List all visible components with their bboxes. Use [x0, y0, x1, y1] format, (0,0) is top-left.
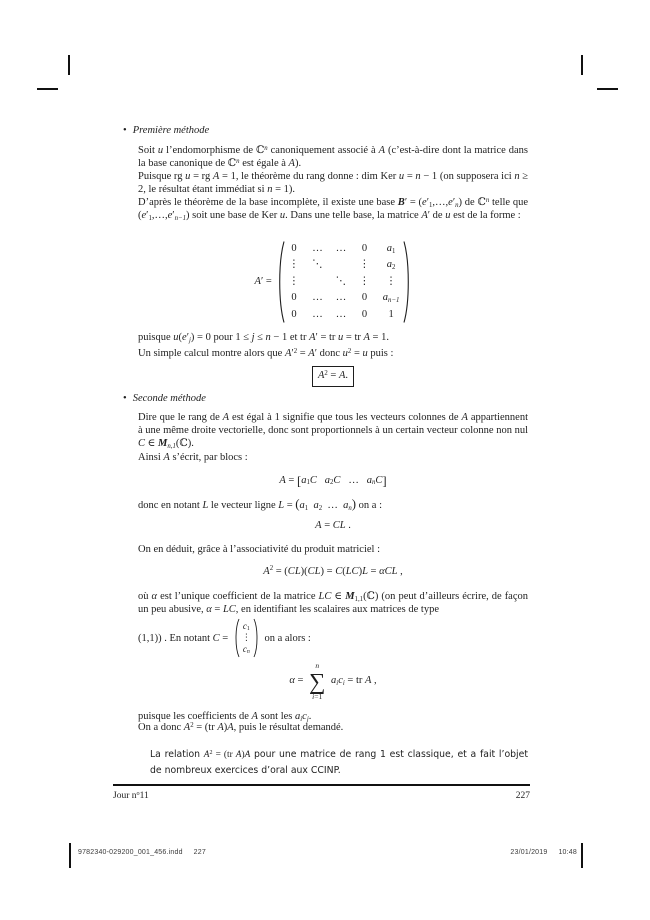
paragraph-conclusion: On a donc $A^2 = (tr$ A)A, puis le résultat demandé. — [138, 721, 344, 733]
crop-mark-top-right-horizontal — [597, 88, 618, 90]
cvec-entry: cn — [242, 643, 250, 656]
matrix-cell: 0 — [361, 242, 368, 254]
crop-mark-top-left-vertical — [68, 55, 70, 75]
bullet-marker: • — [123, 125, 127, 136]
matrix-cell: ⋮ — [288, 275, 300, 287]
printline-date: 23/01/2019 — [510, 849, 548, 856]
sum-equation-display — [138, 658, 528, 704]
boxed-equation-display — [138, 366, 528, 387]
remark-classique-ccinp: La relation $A^2 = (tr$ A)A pour une matrice de rang 1 est classique, et a fait l’objet de nombreux exercices d’oral aux CCINP. — [150, 749, 528, 776]
matrix-grid — [289, 241, 400, 323]
method-title-first: Première méthode — [132, 125, 210, 136]
matrix-cell: 0 — [291, 292, 297, 304]
cvec-entry: ⋮ — [241, 632, 251, 643]
printline-time: 10:48 — [558, 849, 577, 856]
crop-mark-top-right-vertical — [581, 55, 583, 75]
matrix-cell: … — [312, 308, 323, 320]
left-paren-icon — [277, 240, 285, 324]
matrix-cell: a1 — [386, 242, 396, 255]
matrix-display — [138, 240, 528, 324]
paragraph-coefficients: puisque les coefficients de A sont les aicj. — [138, 711, 312, 723]
sum-lhs: α = — [289, 675, 307, 686]
crop-mark-bottom-left-vertical — [69, 843, 71, 868]
cvec-text-before: (1,1)) . En notant C = — [138, 632, 231, 644]
matrix-lhs: A′ = — [254, 276, 272, 287]
matrix-cell: … — [335, 308, 347, 320]
printline-filename: 9782340-029200_001_456.indd — [78, 849, 183, 856]
printline-page: 227 — [193, 849, 206, 856]
column-vector — [234, 618, 259, 658]
bullet-premiere-methode — [123, 124, 528, 137]
matrix-cell: … — [312, 242, 323, 254]
printline-right — [510, 849, 577, 857]
sum-upper-limit: n — [315, 660, 320, 670]
left-paren-icon — [234, 618, 240, 658]
matrix-cell: ⋱ — [312, 259, 323, 271]
paragraph-rang-egal-1: Dire que le rang de A est égal à 1 signifie que tous les vecteurs colonnes de A appartiennent à une même droite vectorielle, donc sont proportionnels à un certain vecteur colonne non nul C ∈ Mn,1(ℂ). — [138, 412, 529, 450]
paragraph-associativite: On en déduit, grâce à l’associativité du produit matriciel : — [138, 544, 381, 555]
matrix-cell: 0 — [291, 242, 297, 254]
matrix-cell: 0 — [361, 308, 368, 320]
sigma-icon: ∑ — [309, 668, 326, 694]
page-footer — [113, 791, 530, 802]
matrix-cell: ⋮ — [288, 259, 300, 271]
paragraph-vecteur-ligne: donc en notant L le vecteur ligne L = (a1 a2 … an) on a : — [138, 497, 382, 512]
matrix-cell: ⋮ — [385, 275, 397, 287]
paragraph-theoreme-du-rang: Puisque rg u = rg A = 1, le théorème du rang donne : dim Ker u = n − 1 (on supposera ici n ≥ 2, le résultat étant immédiat si n = 1). — [138, 171, 529, 195]
matrix-cell: … — [335, 242, 347, 254]
crop-mark-top-left-horizontal — [37, 88, 58, 90]
matrix-cell: … — [335, 292, 347, 304]
footer-rule — [113, 784, 530, 786]
method-title-second: Seconde méthode — [132, 393, 206, 404]
paragraph-base-incomplete: D’après le théorème de la base incomplète, il existe une base B′ = (e′1,…,e′n) de ℂ$^n$ telle que (e′1,…,e′n−1) soit une base de Ker u. Dans une telle base, la matrice A′ de u est de la forme : — [138, 196, 529, 222]
paragraph-simple-calcul: Un simple calcul montre alors que $A'^2 = A'$ donc $u^2 = u$ puis : — [138, 347, 394, 359]
bullet-marker: • — [123, 393, 127, 404]
matrix-cell: ⋮ — [359, 259, 370, 271]
sum-rhs: aici = tr A , — [331, 675, 377, 687]
boxed-equation: $A^2 = A$. — [312, 366, 354, 387]
sum-lower-limit: i=1 — [312, 691, 323, 701]
footer-page-number: 227 — [515, 791, 530, 801]
crop-mark-bottom-right-vertical — [581, 843, 583, 868]
matrix-cell: ⋮ — [359, 275, 370, 287]
matrix-cell: 0 — [361, 292, 368, 304]
paragraph-puisque-trace: puisque u(e′j) = 0 pour 1 ≤ j ≤ n − 1 et tr A′ = tr u = tr A = 1. — [138, 332, 389, 344]
bullet-seconde-methode — [123, 392, 528, 405]
cvec-entry: c1 — [242, 620, 250, 633]
footer-chapter-label: Jour $n^o11$ — [113, 791, 149, 801]
blocks-equation-display: A = [ a 1 C a 2 C … a n C ] — [279, 474, 387, 488]
summation — [309, 662, 325, 701]
matrix-cell: ⋱ — [335, 275, 347, 287]
matrix-cell: 1 — [388, 308, 394, 320]
matrix-cell: a2 — [386, 259, 396, 272]
matrix-cell: … — [312, 292, 323, 304]
paragraph-coefficient-unique: où α est l’unique coefficient de la matrice LC ∈ M1,1(ℂ) (on peut d’ailleurs écrire, de façon un peu abusive, α = LC, en identifiant les scalaires aux matrices de type — [138, 591, 529, 615]
matrix-cell: 0 — [291, 308, 297, 320]
paragraph-ainsi-blocs: Ainsi A s’écrit, par blocs : — [138, 452, 248, 463]
cvec-text-after: on a alors : — [261, 632, 311, 644]
assoc-equation-display: A 2 = ( C L )( C L ) = C ( L C ) L = α C L , — [263, 564, 403, 577]
column-vector-entries — [242, 621, 251, 656]
cl-equation-display: A = C L . — [315, 520, 351, 531]
printline-left — [78, 849, 206, 857]
column-vector-line — [138, 616, 528, 660]
right-paren-icon — [253, 618, 259, 658]
right-paren-icon — [403, 240, 411, 324]
matrix-cell: an−1 — [382, 292, 400, 305]
paragraph-endomorphisme: Soit u l’endomorphisme de ℂ$^n$ canoniquement associé à A (c’est-à-dire dont la matrice dans la base canonique de ℂ$^n$ est égale à A). — [138, 144, 528, 169]
